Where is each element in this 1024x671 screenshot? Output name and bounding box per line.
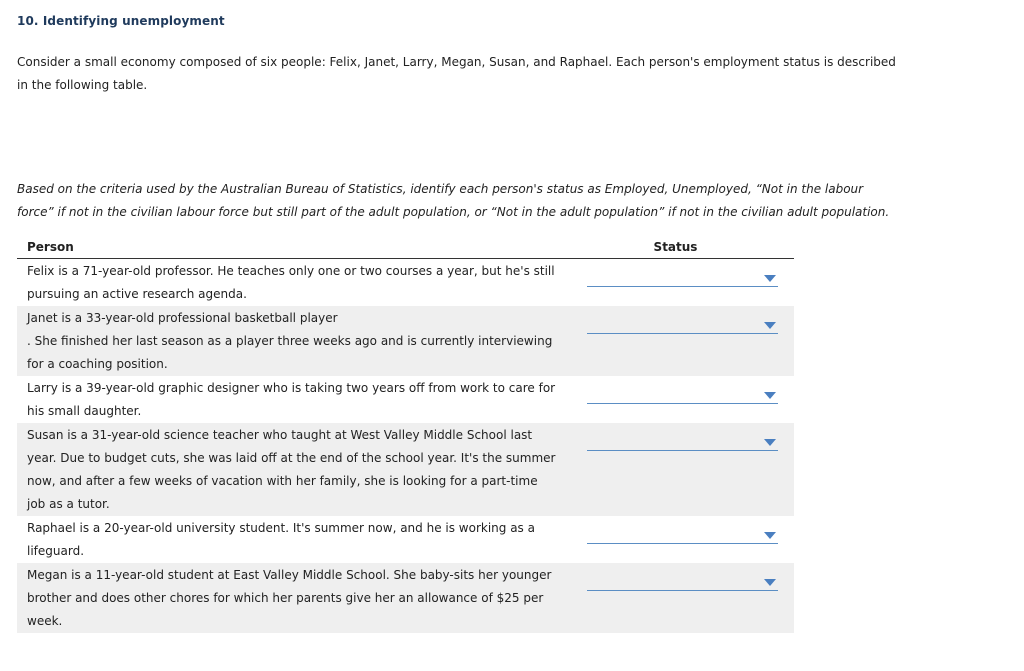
table-header-row — [17, 236, 794, 259]
caret-down-icon — [764, 439, 776, 446]
question-title: 10. Identifying unemployment — [17, 14, 225, 28]
caret-down-icon — [764, 579, 776, 586]
column-header-person: Person — [17, 236, 567, 259]
person-description-felix: Felix is a 71-year-old professor. He teaches only one or two courses a year, but he's still pursuing an active research agenda. — [27, 264, 555, 301]
table-row — [17, 563, 794, 633]
person-description-larry: Larry is a 39-year-old graphic designer who is taking two years off from work to care for his small daughter. — [27, 381, 556, 418]
caret-down-icon — [764, 532, 776, 539]
table-row — [17, 306, 794, 376]
caret-down-icon — [764, 392, 776, 399]
person-description-janet — [17, 306, 567, 376]
status-dropdown-megan[interactable] — [587, 576, 778, 591]
column-header-status: Status — [567, 236, 794, 259]
person-description-susan: Susan is a 31-year-old science teacher who taught at West Valley Middle School last year. Due to budget cuts, she was laid off at the end of the school year. It's the summer now, and after a few weeks of vacation with her family, she is looking for a part-time job as a tutor. — [17, 423, 567, 516]
janet-line-1: Janet is a 33-year-old professional basketball player — [27, 311, 338, 325]
status-table — [17, 236, 794, 633]
table-row — [17, 516, 794, 563]
person-description-megan: Megan is a 11-year-old student at East Valley Middle School. She baby-sits her younger brother and does other chores for which her parents give her an allowance of $25 per week. — [17, 563, 567, 633]
caret-down-icon — [764, 275, 776, 282]
person-description-raphael: Raphael is a 20-year-old university student. It's summer now, and he is working as a lifeguard. — [27, 521, 535, 558]
janet-line-2: . She finished her last season as a player three weeks ago and is currently interviewing for a coaching position. — [27, 334, 553, 371]
status-dropdown-larry[interactable] — [587, 389, 778, 404]
status-dropdown-janet[interactable] — [587, 319, 778, 334]
question-intro: Consider a small economy composed of six people: Felix, Janet, Larry, Megan, Susan, and Raphael. Each person's employment status is described in the following table. — [17, 55, 896, 92]
status-dropdown-raphael[interactable] — [587, 529, 778, 544]
table-row — [17, 259, 794, 307]
status-dropdown-felix[interactable] — [587, 272, 778, 287]
caret-down-icon — [764, 322, 776, 329]
table-row — [17, 376, 794, 423]
status-dropdown-susan[interactable] — [587, 436, 778, 451]
question-instructions: Based on the criteria used by the Australian Bureau of Statistics, identify each person's status as Employed, Unemployed, “Not in the labour force” if not in the civilian labour force but still part of the adult population, or “Not in the adult population” if not in the civilian adult population. — [17, 182, 890, 219]
table-row — [17, 423, 794, 516]
